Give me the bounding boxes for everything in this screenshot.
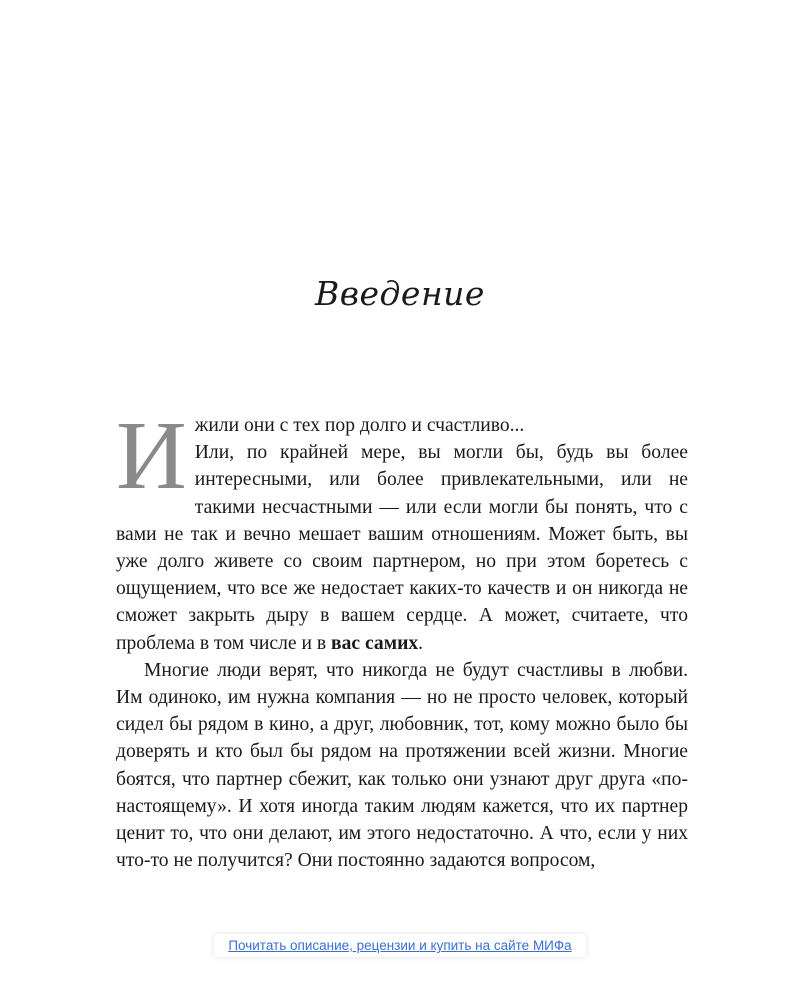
paragraph-1-end: . [418,632,424,654]
paragraph-2: Многие люди верят, что никогда не будут счастливы в любви. Им одиноко, им нужна компания — но не просто человек, который сидел бы рядом в кино, а друг, любовник, тот, кому можно было бы доверять и кто был бы рядом на протяжении всей жизни. Многие боятся, что партнер сбежит, как только они узнают друг друга «по-настоящему». И хотя иногда таким людям кажется, что их партнер ценит то, что они делают, им этого недостаточно. А что, если у них что-то не получится? Они постоянно задаются вопросом, [116,659,688,872]
paragraph-1-text: Или, по крайней мере, вы могли бы, будь вы более интересными, или более привлекательными, или не такими несчастными — или если могли бы понять, что с вами не так и вечно мешает вашим отношениям. Может быть, вы уже долго живете со своим партнером, но при этом боретесь с ощущением, что все же недостает каких-то качеств и он никогда не сможет закрыть дыру в вашем сердце. А может, считаете, что проблема в том числе и в [116,442,688,654]
paragraph-1-bold-phrase: вас самих [331,632,419,654]
drop-cap-letter: И [116,402,187,510]
buy-on-mif-link[interactable]: Почитать описание, рецензии и купить на сайте МИФа [214,934,585,957]
body-text [116,402,688,874]
paragraph-1-opening: жили они с тех пор долго и счастливо... [194,415,525,436]
footer-link-bar [0,934,800,957]
paragraph-1 [116,402,688,657]
chapter-title: Введение [315,274,485,313]
